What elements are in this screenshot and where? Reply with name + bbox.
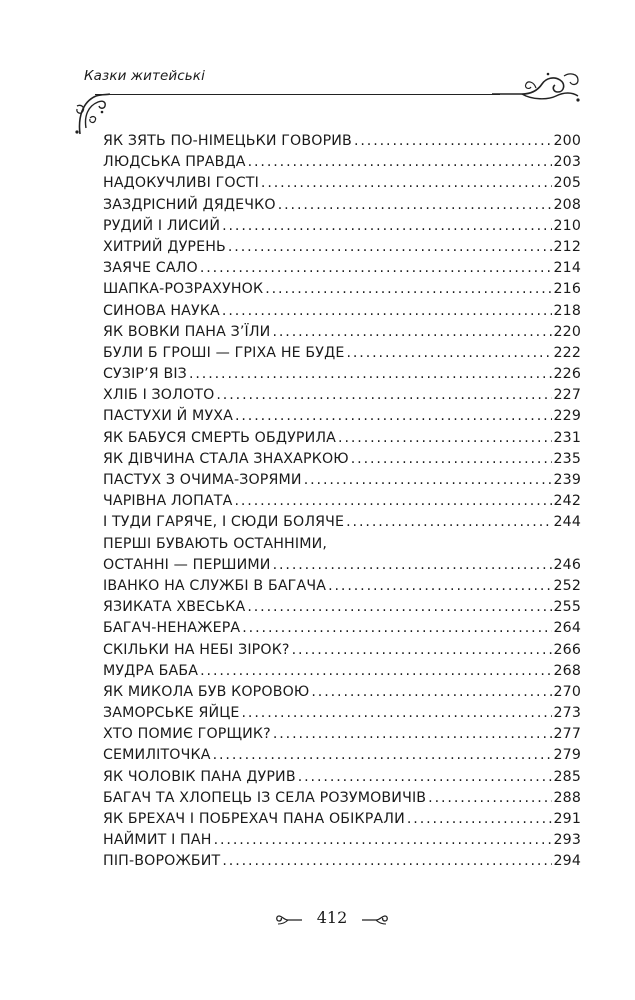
dot-leader	[200, 258, 553, 279]
toc-entry-page: 279	[553, 747, 581, 764]
toc-entry	[103, 385, 581, 406]
toc-entry-page: 200	[553, 133, 581, 149]
toc-entry-title: ЗАМОРСЬКЕ ЯЙЦЕ	[103, 705, 240, 722]
toc-entry-title: ЯК МИКОЛА БУВ КОРОВОЮ	[103, 683, 310, 700]
toc-entry	[103, 470, 581, 491]
page-number: 412	[316, 908, 348, 927]
toc-entry	[103, 343, 581, 364]
toc-entry	[103, 322, 581, 343]
toc-entry	[103, 237, 581, 258]
toc-entry	[103, 279, 581, 300]
table-of-contents	[103, 131, 581, 873]
toc-entry-title: БАГАЧ ТА ХЛОПЕЦЬ ІЗ СЕЛА РОЗУМОВИЧІВ	[103, 789, 427, 806]
toc-entry	[103, 512, 581, 533]
toc-entry-title: ХЛІБ І ЗОЛОТО	[103, 387, 215, 404]
toc-entry-page: 252	[553, 577, 581, 594]
toc-entry-title: ПАСТУХИ Й МУХА	[103, 408, 233, 425]
toc-entry	[103, 131, 581, 152]
toc-entry	[103, 788, 581, 809]
toc-entry	[103, 597, 581, 618]
toc-entry-page: 205	[553, 175, 581, 192]
toc-entry-page: 239	[553, 472, 581, 488]
toc-entry	[103, 555, 581, 576]
toc-entry-title: БАГАЧ-НЕНАЖЕРА	[103, 620, 241, 637]
toc-entry	[103, 195, 581, 216]
dot-leader	[272, 322, 552, 343]
dot-leader	[234, 491, 552, 512]
dot-leader	[304, 470, 553, 491]
dot-leader	[328, 576, 552, 597]
dot-leader	[273, 555, 553, 576]
dot-leader	[235, 406, 553, 427]
toc-entry	[103, 682, 581, 703]
toc-entry-page: 242	[553, 493, 581, 510]
toc-entry	[103, 152, 581, 173]
toc-entry	[103, 745, 581, 766]
toc-entry-title: ЯК ЗЯТЬ ПО-НІМЕЦЬКИ ГОВОРИВ	[103, 133, 352, 149]
dot-leader	[338, 428, 552, 449]
dot-leader	[407, 809, 553, 830]
toc-entry	[103, 534, 581, 555]
corner-ornament-right-icon	[492, 70, 582, 104]
dot-leader	[247, 597, 552, 618]
toc-entry-page: 273	[553, 705, 581, 722]
toc-entry-page: 229	[553, 408, 581, 425]
toc-entry-page: 285	[553, 768, 581, 785]
dot-leader	[261, 173, 553, 194]
toc-entry	[103, 364, 581, 385]
toc-entry	[103, 703, 581, 724]
dot-leader	[200, 661, 552, 682]
running-header-title: Казки житейські	[84, 68, 205, 84]
dot-leader	[278, 195, 553, 216]
dot-leader	[354, 131, 553, 152]
dot-leader	[242, 618, 552, 639]
toc-entry	[103, 830, 581, 851]
toc-entry-page: 293	[553, 832, 581, 849]
toc-entry-page: 266	[553, 641, 581, 658]
toc-entry	[103, 851, 581, 872]
toc-entry-page: 291	[553, 811, 581, 827]
page-footer	[0, 904, 635, 934]
footer-flourish-right-icon	[362, 914, 388, 926]
toc-entry	[103, 449, 581, 470]
toc-entry-page: 244	[553, 514, 581, 531]
toc-entry-page: 220	[553, 323, 581, 340]
dot-leader	[228, 237, 553, 258]
toc-entry-page: 226	[553, 366, 581, 383]
toc-entry	[103, 301, 581, 322]
dot-leader	[213, 745, 553, 766]
toc-entry	[103, 640, 581, 661]
toc-entry-title: ІВАНКО НА СЛУЖБІ В БАГАЧА	[103, 577, 327, 594]
toc-entry-page: 277	[553, 726, 581, 743]
toc-entry-title: ЧАРІВНА ЛОПАТА	[103, 493, 233, 510]
dot-leader	[346, 343, 552, 364]
toc-entry-page: 270	[553, 683, 581, 700]
dot-leader	[216, 385, 552, 406]
toc-entry-page: 294	[553, 853, 581, 870]
toc-entry-title: СИНОВА НАУКА	[103, 302, 220, 319]
toc-entry-title: ЯЗИКАТА ХВЕСЬКА	[103, 599, 246, 616]
toc-entry-title: РУДИЙ І ЛИСИЙ	[103, 217, 221, 234]
header-rule	[95, 94, 500, 95]
toc-entry	[103, 406, 581, 427]
toc-entry-title: ЯК БРЕХАЧ І ПОБРЕХАЧ ПАНА ОБІКРАЛИ	[103, 811, 405, 827]
toc-entry-title: ПЕРШІ БУВАЮТЬ ОСТАННІМИ,	[103, 535, 328, 552]
toc-entry	[103, 173, 581, 194]
toc-entry-title: СКІЛЬКИ НА НЕБІ ЗІРОК?	[103, 641, 290, 658]
toc-entry-page: 203	[553, 154, 581, 171]
dot-leader	[214, 830, 553, 851]
dot-leader	[346, 512, 552, 533]
dot-leader	[428, 788, 552, 809]
toc-entry	[103, 576, 581, 597]
dot-leader	[222, 851, 552, 872]
toc-entry-title: ЯК ВОВКИ ПАНА З’ЇЛИ	[103, 323, 271, 340]
toc-entry-page: 288	[553, 789, 581, 806]
toc-entry	[103, 428, 581, 449]
toc-entry-title: ЗАЗДРІСНИЙ ДЯДЕЧКО	[103, 196, 276, 213]
toc-entry-title: ШАПКА-РОЗРАХУНОК	[103, 281, 264, 298]
toc-entry-page: 231	[553, 429, 581, 446]
toc-entry-page: 218	[553, 302, 581, 319]
toc-entry-page: 264	[553, 620, 581, 637]
dot-leader	[265, 279, 552, 300]
toc-entry	[103, 491, 581, 512]
dot-leader	[351, 449, 553, 470]
toc-entry-page: 227	[553, 387, 581, 404]
toc-entry	[103, 767, 581, 788]
dot-leader	[292, 640, 553, 661]
toc-entry-page: 214	[553, 260, 581, 277]
dot-leader	[311, 682, 552, 703]
toc-entry	[103, 618, 581, 639]
toc-entry-page: 235	[553, 450, 581, 467]
toc-entry-title: НАЙМИТ І ПАН	[103, 832, 212, 849]
toc-entry-title: ЯК БАБУСЯ СМЕРТЬ ОБДУРИЛА	[103, 429, 337, 446]
toc-entry	[103, 216, 581, 237]
toc-entry-title: СУЗІР’Я ВІЗ	[103, 366, 187, 383]
toc-entry-title: ЯК ДІВЧИНА СТАЛА ЗНАХАРКОЮ	[103, 450, 349, 467]
toc-entry-title: ЯК ЧОЛОВІК ПАНА ДУРИВ	[103, 768, 296, 785]
toc-entry-title: ЗАЯЧЕ САЛО	[103, 260, 198, 277]
footer-flourish-left-icon	[276, 914, 302, 926]
toc-entry-title: І ТУДИ ГАРЯЧЕ, І СЮДИ БОЛЯЧЕ	[103, 514, 345, 531]
toc-entry	[103, 258, 581, 279]
toc-entry-title: ПІП-ВОРОЖБИТ	[103, 853, 221, 870]
toc-entry-page: 210	[553, 217, 581, 234]
toc-entry-title: БУЛИ Б ГРОШІ — ГРІХА НЕ БУДЕ	[103, 344, 345, 361]
dot-leader	[222, 301, 553, 322]
toc-entry-title: ПАСТУХ З ОЧИМА-ЗОРЯМИ	[103, 472, 302, 488]
toc-entry-page: 216	[553, 281, 581, 298]
toc-entry-page: 246	[553, 556, 581, 573]
toc-entry-title: ЛЮДСЬКА ПРАВДА	[103, 154, 246, 171]
dot-leader	[248, 152, 553, 173]
toc-entry	[103, 724, 581, 745]
dot-leader	[222, 216, 552, 237]
dot-leader	[273, 724, 553, 745]
toc-entry-title: НАДОКУЧЛИВІ ГОСТІ	[103, 175, 259, 192]
toc-entry-title: ХТО ПОМИЄ ГОРЩИК?	[103, 726, 271, 743]
dot-leader	[189, 364, 553, 385]
toc-entry-title: ОСТАННІ — ПЕРШИМИ	[103, 556, 271, 573]
toc-entry-title: ХИТРИЙ ДУРЕНЬ	[103, 238, 226, 255]
dot-leader	[298, 767, 553, 788]
toc-entry-page: 268	[553, 662, 581, 679]
toc-entry-page: 255	[553, 599, 581, 616]
toc-entry	[103, 661, 581, 682]
toc-entry-page: 212	[553, 238, 581, 255]
toc-entry-title: МУДРА БАБА	[103, 662, 199, 679]
dot-leader	[242, 703, 553, 724]
toc-entry-page: 208	[553, 196, 581, 213]
toc-entry	[103, 809, 581, 830]
toc-entry-page: 222	[553, 344, 581, 361]
toc-entry-title: СЕМИЛІТОЧКА	[103, 747, 211, 764]
